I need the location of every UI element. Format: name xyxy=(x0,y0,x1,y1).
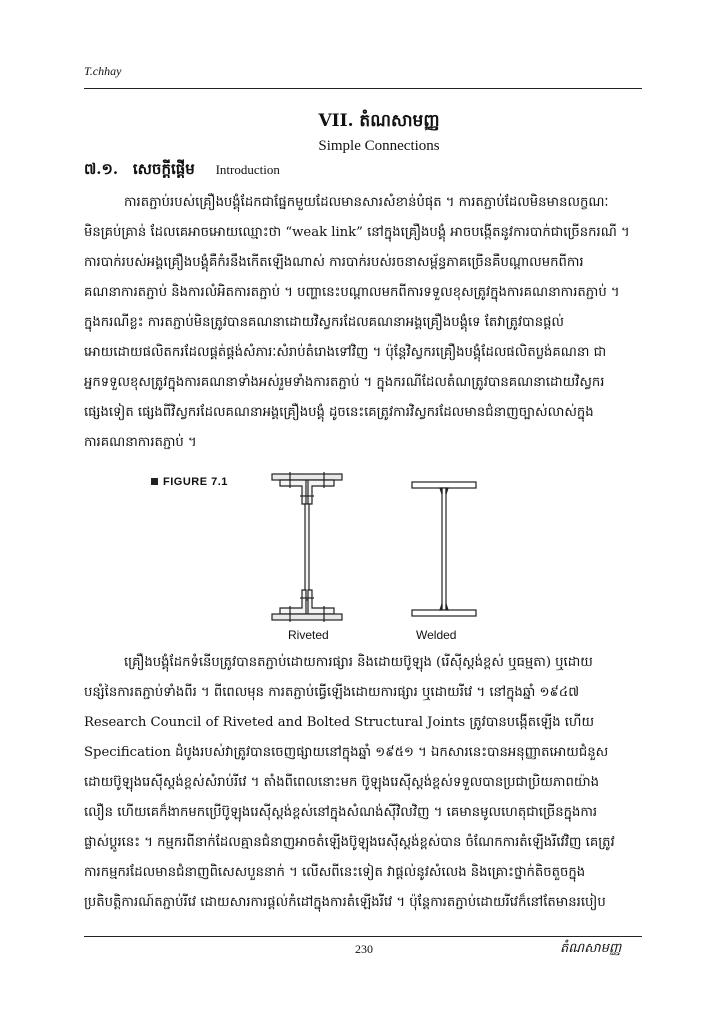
text-line: ការគណនាការតភ្ជាប់ ។ xyxy=(84,435,197,450)
figure-caption-welded: Welded xyxy=(416,628,457,642)
text-line: ការតភ្ជាប់របស់គ្រឿងបង្គុំដែកជាផ្នែកមួយដែលមានសារសំខាន់បំផុត ។ ការតភ្ជាប់ដែលមិនមានលក្ខណៈ xyxy=(124,195,609,210)
section-heading xyxy=(84,160,280,182)
text-line: អ្នកទទួលខុសត្រូវក្នុងការគណនាទាំងអស់រួមទាំងការតភ្ជាប់ ។ ក្នុងករណីដែលតំណត្រូវបានគណនាដោយវិស្វករ xyxy=(84,375,605,390)
chapter-subtitle: Simple Connections xyxy=(318,138,440,154)
header-rule xyxy=(84,88,642,89)
text-line: ការបាក់របស់អង្គគ្រឿងបង្គុំគឺកំរនឹងកើតឡើងណាស់ ការបាក់របស់រចនាសម្ព័ន្ធភាគច្រើនគឺបណ្តាលមកពីការ xyxy=(84,255,584,270)
section-title-kh: សេចក្តីផ្តើម xyxy=(132,160,195,178)
text-line: ក្នុងករណីខ្លះ ការតភ្ជាប់មិនត្រូវបានគណនាដោយវិស្វករដែលគណនាអង្គគ្រឿងបង្គុំទេ តែវាត្រូវបានផ្តល់ xyxy=(84,315,564,330)
text-line: អោយដោយផលិតករដែលផ្គត់ផ្គង់សំភារៈសំរាប់តំរោងទៅវិញ ។ ប៉ុន្តែវិស្វករគ្រឿងបង្គុំដែលផលិតប្លង់គណនា ជា xyxy=(84,345,607,360)
paragraph-1 xyxy=(84,188,642,458)
page-number: 230 xyxy=(355,942,373,956)
text-line: Specification ដំបូងរបស់វាត្រូវបានចេញផ្សាយនៅក្នុងឆ្នាំ ១៩៥១ ។ ឯកសារនេះបានអនុញ្ញាតអោយជំនួស xyxy=(84,745,609,760)
text-line: គណនាការតភ្ជាប់ និងការលំអិតការតភ្ជាប់ ។ បញ្ហានេះបណ្តាលមកពីការទទួលខុសត្រូវក្នុងការគណនាការតភ្ជាប់ ។ xyxy=(84,285,620,300)
running-footer: តំណសាមញ្ញ xyxy=(560,941,622,956)
section-number: ៧.១. xyxy=(84,160,119,178)
text-line: បន្សំនៃការតភ្ជាប់ទាំងពីរ ។ ពីពេលមុន ការតភ្ជាប់ធ្វើឡើងដោយការផ្សារ ឬដោយរីវេ ។ នៅក្នុងឆ្នាំ ១៩៤៧ xyxy=(84,685,580,700)
text-line: ផ្សេងទៀត ផ្សេងពីវិស្វករដែលគណនាអង្គគ្រឿងបង្គុំ ដូចនេះគេត្រូវការវិស្វករដែលមានជំនាញច្បាស់លាស់ក្នុង xyxy=(84,405,594,420)
welded-section-drawing xyxy=(412,482,476,616)
figure-7-1 xyxy=(150,470,570,640)
figure-caption-riveted: Riveted xyxy=(288,628,329,642)
text-line: ដោយប៊ូឡុងរេស៊ីស្តង់ខ្ពស់សំរាប់រីវេ ។ តាំងពីពេលនោះមក ប៊ូឡុងរេស៊ីស្តង់ខ្ពស់ទទួលបានប្រជាប្រិយភាពយ៉ាង xyxy=(84,775,599,790)
chapter-title: VII. តំណសាមញ្ញ xyxy=(318,111,440,131)
figure-label-text: FIGURE 7.1 xyxy=(163,476,228,488)
paragraph-2 xyxy=(84,648,642,918)
text-line: ប្រតិបត្តិការណ៍តភ្ជាប់រីវេ ដោយសារការផ្តល់កំដៅក្នុងការតំឡើងរីវេ ។ ប៉ុន្តែការតភ្ជាប់ដោយរីវេក៏នៅតែមានរបៀប xyxy=(84,895,606,910)
riveted-section-drawing xyxy=(272,472,342,622)
text-line: មិនគ្រប់គ្រាន់ ដែលគេអាចអោយឈ្មោះថា “weak link” នៅក្នុងគ្រឿងបង្គុំ អាចបង្កើតនូវការបាក់ជាច្រើនករណី ។ xyxy=(84,225,630,240)
section-title-en: Introduction xyxy=(215,162,280,177)
running-header: T.chhay xyxy=(84,64,122,78)
footer-rule xyxy=(84,936,642,937)
text-line: គ្រឿងបង្គុំដែកទំនើបត្រូវបានតភ្ជាប់ដោយការផ្សារ និងដោយប៊ូឡុង (រើស៊ីស្តង់ខ្ពស់ ឬធម្មតា) ឬដោយ xyxy=(124,655,593,670)
text-line: លឿន ហើយគេក៏ងាកមកប្រើប៊ូឡុងរេស៊ីស្តង់ខ្ពស់នៅក្នុងសំណង់ស៊ីវិលវិញ ។ គេមានមូលហេតុជាច្រើនក្នុងការ xyxy=(84,805,598,820)
text-line: Research Council of Riveted and Bolted Structural Joints ត្រូវបានបង្កើតឡើង ហើយ xyxy=(84,715,595,730)
text-line: ការកម្មករដែលមានជំនាញពិសេសបួននាក់ ។ លើសពីនេះទៀត វាផ្តល់នូវសំលេង និងគ្រោះថ្នាក់តិចតួចក្នុង xyxy=(84,865,586,880)
text-line: ផ្លាស់ប្តូរនេះ ។ កម្មករពីនាក់ដែលគ្មានជំនាញអាចតំឡើងប៊ូឡុងរេស៊ីស្តង់ខ្ពស់បាន ចំណែកការតំឡើងរីវេវិញ គេត្រូវ xyxy=(84,835,615,850)
